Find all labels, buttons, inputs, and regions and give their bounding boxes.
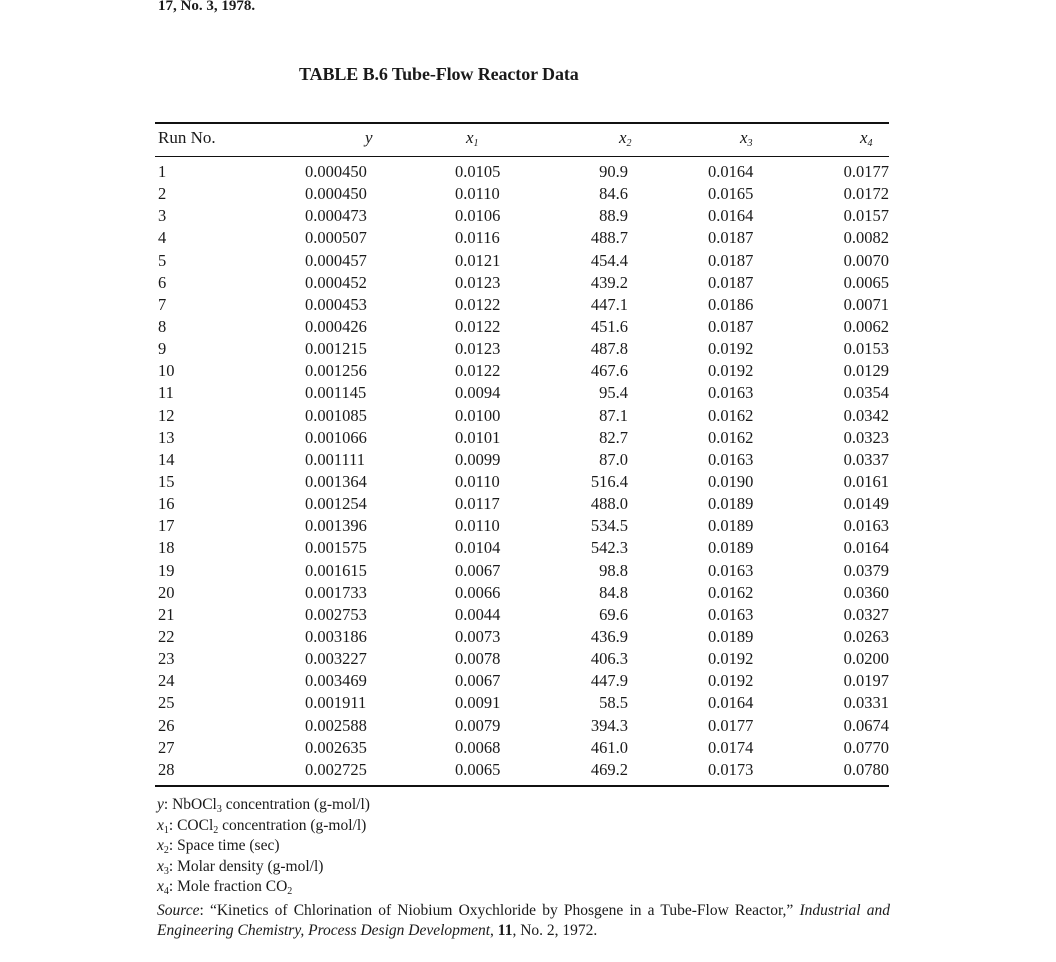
cell-x3: 0.0165 xyxy=(708,184,754,204)
cell-x1: 0.0122 xyxy=(455,361,501,381)
cell-x4: 0.0379 xyxy=(843,560,889,580)
cell-x3: 0.0162 xyxy=(708,405,754,425)
table-row xyxy=(0,428,1056,450)
table-top-rule xyxy=(155,122,889,124)
cell-run: 11 xyxy=(158,383,174,403)
source-volume-sep: , xyxy=(490,921,498,939)
cell-y: 0.000507 xyxy=(305,228,367,248)
cell-x1: 0.0091 xyxy=(455,693,501,713)
table-row xyxy=(0,295,1056,317)
cell-run: 6 xyxy=(158,272,167,292)
cell-run: 8 xyxy=(158,316,167,336)
running-head: 17, No. 3, 1978. xyxy=(158,0,256,14)
cell-run: 18 xyxy=(158,538,175,558)
cell-run: 4 xyxy=(158,228,167,248)
cell-y: 0.001733 xyxy=(305,582,367,602)
header-run-no: Run No. xyxy=(158,128,216,147)
table-row xyxy=(0,251,1056,273)
cell-y: 0.001254 xyxy=(305,494,367,514)
cell-run: 20 xyxy=(158,582,175,602)
header-x4-sub: 4 xyxy=(867,138,873,149)
cell-x4: 0.0337 xyxy=(843,449,889,469)
header-x2 xyxy=(619,128,632,148)
table-header-rule xyxy=(155,156,889,157)
cell-run: 17 xyxy=(158,516,175,536)
cell-x1: 0.0122 xyxy=(455,294,501,314)
cell-x3: 0.0177 xyxy=(708,715,754,735)
header-x4 xyxy=(860,128,873,148)
cell-x3: 0.0164 xyxy=(708,162,754,181)
cell-x4: 0.0263 xyxy=(843,626,889,646)
table-row xyxy=(0,339,1056,361)
table-row xyxy=(0,627,1056,649)
cell-x2: 82.7 xyxy=(599,427,628,447)
cell-x1: 0.0067 xyxy=(455,671,501,691)
cell-x2: 90.9 xyxy=(599,162,628,181)
cell-x1: 0.0117 xyxy=(455,494,500,514)
source-citation xyxy=(157,901,890,940)
cell-x1: 0.0099 xyxy=(455,449,501,469)
cell-y: 0.001364 xyxy=(305,471,367,491)
cell-y: 0.000452 xyxy=(305,272,367,292)
cell-x1: 0.0110 xyxy=(455,516,500,536)
cell-x4: 0.0163 xyxy=(843,516,889,536)
cell-x1: 0.0068 xyxy=(455,737,501,757)
table-row xyxy=(0,406,1056,428)
cell-x3: 0.0164 xyxy=(708,693,754,713)
header-x1-sub: 1 xyxy=(473,138,479,149)
cell-run: 10 xyxy=(158,361,175,381)
header-y: y xyxy=(365,128,373,147)
cell-x1: 0.0122 xyxy=(455,316,501,336)
cell-x3: 0.0187 xyxy=(708,272,754,292)
note-x1: $x_1$: COCl$_2$ concentration (g-mol/l) xyxy=(157,816,367,836)
cell-y: 0.000457 xyxy=(305,250,367,270)
table-header-row xyxy=(0,128,1056,152)
table-row xyxy=(0,228,1056,250)
table-row xyxy=(0,738,1056,760)
table-row xyxy=(0,716,1056,738)
cell-x4: 0.0331 xyxy=(843,693,889,713)
cell-x1: 0.0078 xyxy=(455,649,501,669)
table-row xyxy=(0,760,1056,782)
cell-x2: 436.9 xyxy=(590,626,628,646)
table-row xyxy=(0,383,1056,405)
cell-run: 12 xyxy=(158,405,175,425)
cell-run: 3 xyxy=(158,206,167,226)
table-row xyxy=(0,184,1056,206)
table-row xyxy=(0,693,1056,715)
cell-x2: 469.2 xyxy=(590,759,628,779)
cell-x2: 87.1 xyxy=(599,405,628,425)
source-tail: , No. 2, 1972. xyxy=(512,921,598,939)
cell-x4: 0.0200 xyxy=(843,649,889,669)
cell-x3: 0.0163 xyxy=(708,560,754,580)
cell-x2: 542.3 xyxy=(590,538,628,558)
cell-x4: 0.0327 xyxy=(843,604,889,624)
cell-y: 0.003186 xyxy=(305,626,367,646)
cell-run: 13 xyxy=(158,427,175,447)
cell-y: 0.001145 xyxy=(305,383,367,403)
table-row xyxy=(0,317,1056,339)
cell-x3: 0.0186 xyxy=(708,294,754,314)
cell-x1: 0.0110 xyxy=(455,184,500,204)
cell-x4: 0.0354 xyxy=(843,383,889,403)
cell-x4: 0.0360 xyxy=(843,582,889,602)
cell-x2: 488.0 xyxy=(590,494,628,514)
cell-x1: 0.0065 xyxy=(455,759,501,779)
cell-x3: 0.0192 xyxy=(708,339,754,359)
cell-run: 23 xyxy=(158,649,175,669)
cell-y: 0.000453 xyxy=(305,294,367,314)
cell-y: 0.002635 xyxy=(305,737,367,757)
table-body xyxy=(0,162,1056,782)
cell-x1: 0.0110 xyxy=(455,471,500,491)
table-row xyxy=(0,361,1056,383)
table-row xyxy=(0,494,1056,516)
cell-x3: 0.0162 xyxy=(708,427,754,447)
cell-y: 0.000426 xyxy=(305,316,367,336)
cell-x2: 451.6 xyxy=(590,316,628,336)
table-row xyxy=(0,516,1056,538)
cell-x3: 0.0173 xyxy=(708,759,754,779)
cell-run: 21 xyxy=(158,604,175,624)
cell-x3: 0.0162 xyxy=(708,582,754,602)
cell-x4: 0.0153 xyxy=(843,339,889,359)
cell-x2: 488.7 xyxy=(590,228,628,248)
cell-x3: 0.0174 xyxy=(708,737,754,757)
cell-x3: 0.0164 xyxy=(708,206,754,226)
header-x3 xyxy=(740,128,753,148)
header-x1-var: x xyxy=(466,128,474,147)
cell-y: 0.001575 xyxy=(305,538,367,558)
cell-x4: 0.0082 xyxy=(843,228,889,248)
cell-run: 9 xyxy=(158,339,167,359)
cell-x2: 439.2 xyxy=(590,272,628,292)
cell-x2: 467.6 xyxy=(590,361,628,381)
header-x4-var: x xyxy=(860,128,868,147)
header-x3-sub: 3 xyxy=(747,138,753,149)
cell-x4: 0.0164 xyxy=(843,538,889,558)
cell-y: 0.003227 xyxy=(305,649,367,669)
cell-run: 2 xyxy=(158,184,167,204)
cell-y: 0.001615 xyxy=(305,560,367,580)
cell-x3: 0.0192 xyxy=(708,649,754,669)
cell-x4: 0.0070 xyxy=(843,250,889,270)
cell-x1: 0.0123 xyxy=(455,272,501,292)
cell-x4: 0.0161 xyxy=(843,471,889,491)
cell-x3: 0.0190 xyxy=(708,471,754,491)
cell-x1: 0.0101 xyxy=(455,427,501,447)
cell-y: 0.001111 xyxy=(305,449,366,469)
cell-run: 7 xyxy=(158,294,167,314)
cell-run: 27 xyxy=(158,737,175,757)
cell-x1: 0.0104 xyxy=(455,538,501,558)
source-text: : “Kinetics of Chlorination of Niobium Oxychloride by Phosgene in a Tube-Flow Reactor,” xyxy=(199,902,794,919)
cell-y: 0.001066 xyxy=(305,427,367,447)
cell-y: 0.000473 xyxy=(305,206,367,226)
table-row xyxy=(0,538,1056,560)
table-row xyxy=(0,472,1056,494)
cell-y: 0.002725 xyxy=(305,759,367,779)
table-notes xyxy=(157,795,370,898)
cell-x4: 0.0157 xyxy=(843,206,889,226)
cell-x2: 516.4 xyxy=(590,471,628,491)
cell-run: 28 xyxy=(158,759,175,779)
cell-run: 14 xyxy=(158,449,175,469)
cell-run: 24 xyxy=(158,671,175,691)
cell-x3: 0.0187 xyxy=(708,250,754,270)
cell-x4: 0.0071 xyxy=(843,294,889,314)
cell-x2: 69.6 xyxy=(599,604,628,624)
cell-run: 22 xyxy=(158,626,175,646)
table-row xyxy=(0,561,1056,583)
note-x4: $x_4$: Mole fraction $CO_2$ xyxy=(157,878,293,897)
cell-x4: 0.0780 xyxy=(843,759,889,779)
cell-run: 25 xyxy=(158,693,175,713)
cell-x4: 0.0342 xyxy=(843,405,889,425)
cell-x4: 0.0323 xyxy=(843,427,889,447)
cell-x2: 534.5 xyxy=(590,516,628,536)
cell-y: 0.001911 xyxy=(305,693,367,713)
cell-run: 26 xyxy=(158,715,175,735)
cell-x1: 0.0094 xyxy=(455,383,501,403)
cell-run: 15 xyxy=(158,471,175,491)
cell-x4: 0.0172 xyxy=(843,184,889,204)
cell-x1: 0.0105 xyxy=(455,162,501,181)
note-x3: $x_3$: Molar density (g-mol/l) xyxy=(157,857,324,877)
cell-x2: 84.6 xyxy=(599,184,628,204)
cell-x3: 0.0187 xyxy=(708,228,754,248)
table-row xyxy=(0,206,1056,228)
cell-x1: 0.0116 xyxy=(455,228,500,248)
cell-x2: 87.0 xyxy=(599,449,628,469)
note-y: y: NbOCl$_3$ concentration (g-mol/l) xyxy=(157,796,370,815)
cell-y: 0.001396 xyxy=(305,516,367,536)
cell-x1: 0.0066 xyxy=(455,582,501,602)
table-row xyxy=(0,162,1056,184)
cell-x1: 0.0121 xyxy=(455,250,501,270)
cell-x3: 0.0163 xyxy=(708,383,754,403)
cell-x3: 0.0189 xyxy=(708,626,754,646)
cell-x4: 0.0770 xyxy=(843,737,889,757)
cell-x2: 454.4 xyxy=(590,250,628,270)
table-bottom-rule xyxy=(155,785,889,787)
cell-x4: 0.0065 xyxy=(843,272,889,292)
header-x3-var: x xyxy=(740,128,748,147)
header-x2-var: x xyxy=(619,128,627,147)
source-label: Source xyxy=(157,902,200,919)
cell-x1: 0.0106 xyxy=(455,206,501,226)
cell-x2: 84.8 xyxy=(599,582,628,602)
source-journal: Industrial and Engineering Chemistry, Process Design Development xyxy=(157,902,890,939)
cell-x3: 0.0189 xyxy=(708,538,754,558)
cell-x2: 88.9 xyxy=(599,206,628,226)
cell-x1: 0.0044 xyxy=(455,604,501,624)
table-row xyxy=(0,671,1056,693)
table-row xyxy=(0,605,1056,627)
cell-x3: 0.0163 xyxy=(708,449,754,469)
cell-x2: 58.5 xyxy=(599,693,628,713)
cell-y: 0.000450 xyxy=(305,162,367,181)
cell-x3: 0.0192 xyxy=(708,671,754,691)
cell-x3: 0.0192 xyxy=(708,361,754,381)
cell-x1: 0.0067 xyxy=(455,560,501,580)
cell-x2: 98.8 xyxy=(599,560,628,580)
table-title: TABLE B.6 Tube-Flow Reactor Data xyxy=(299,64,579,84)
cell-x3: 0.0163 xyxy=(708,604,754,624)
cell-x2: 447.9 xyxy=(590,671,628,691)
cell-run: 16 xyxy=(158,494,175,514)
cell-x4: 0.0177 xyxy=(843,162,889,181)
header-x1 xyxy=(466,128,479,148)
cell-x2: 447.1 xyxy=(590,294,628,314)
cell-y: 0.001215 xyxy=(305,339,367,359)
cell-x1: 0.0123 xyxy=(455,339,501,359)
cell-x2: 487.8 xyxy=(590,339,628,359)
cell-y: 0.001256 xyxy=(305,361,367,381)
cell-run: 1 xyxy=(158,162,167,181)
cell-x4: 0.0062 xyxy=(843,316,889,336)
cell-run: 5 xyxy=(158,250,167,270)
cell-run: 19 xyxy=(158,560,175,580)
cell-x3: 0.0189 xyxy=(708,516,754,536)
cell-x1: 0.0079 xyxy=(455,715,501,735)
cell-x4: 0.0197 xyxy=(843,671,889,691)
cell-x2: 394.3 xyxy=(590,715,628,735)
cell-x3: 0.0189 xyxy=(708,494,754,514)
cell-y: 0.001085 xyxy=(305,405,367,425)
cell-y: 0.000450 xyxy=(305,184,367,204)
table-row xyxy=(0,583,1056,605)
cell-x1: 0.0100 xyxy=(455,405,501,425)
cell-x2: 461.0 xyxy=(590,737,628,757)
note-x2: $x_2$: Space time (sec) xyxy=(157,837,280,856)
cell-x1: 0.0073 xyxy=(455,626,501,646)
cell-x4: 0.0129 xyxy=(843,361,889,381)
cell-x4: 0.0149 xyxy=(843,494,889,514)
cell-y: 0.002753 xyxy=(305,604,367,624)
source-volume: 11 xyxy=(497,921,513,939)
cell-x4: 0.0674 xyxy=(843,715,889,735)
cell-x2: 95.4 xyxy=(599,383,628,403)
table-row xyxy=(0,649,1056,671)
cell-x2: 406.3 xyxy=(590,649,628,669)
table-row xyxy=(0,450,1056,472)
cell-y: 0.002588 xyxy=(305,715,367,735)
cell-y: 0.003469 xyxy=(305,671,367,691)
cell-x3: 0.0187 xyxy=(708,316,754,336)
header-x2-sub: 2 xyxy=(626,138,632,149)
table-row xyxy=(0,273,1056,295)
